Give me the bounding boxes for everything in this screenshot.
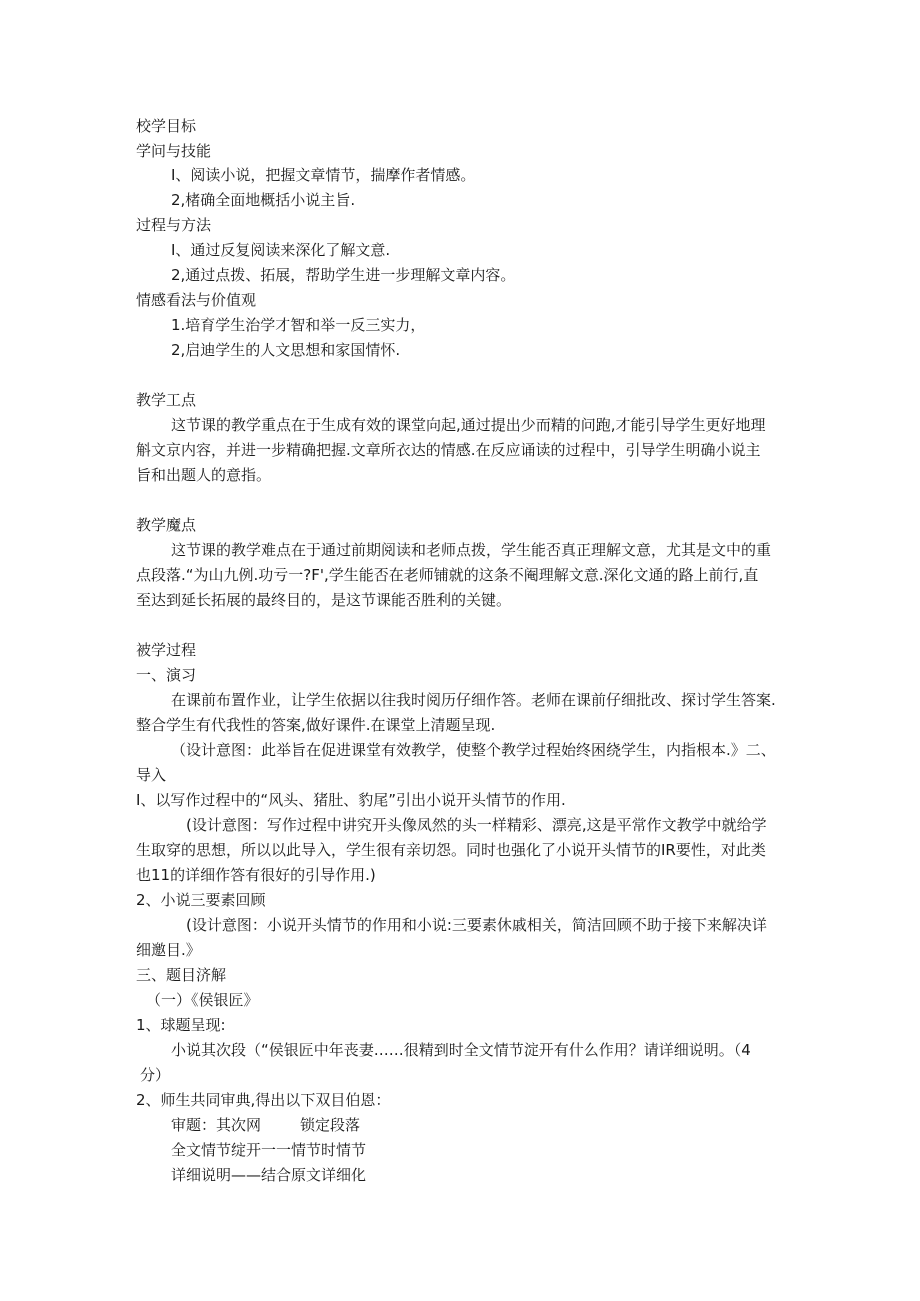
section-1-design-2: 导入 [136, 766, 167, 784]
process-method-item-2: 2,通过点拨、拓展，帮助学生进一步理解文章内容。 [171, 266, 516, 284]
knowledge-item-1: I、阅读小说，把握文章情节，揣摩作者情感。 [171, 166, 476, 184]
analysis-row-3: 详细说明——结合原文详细化 [171, 1166, 367, 1184]
analysis-row-1-b: 锁定段落 [300, 1116, 361, 1134]
key-points-title: 教学工点 [136, 391, 197, 409]
process-title: 被学过程 [136, 641, 197, 659]
analysis-row-1-a: 审题：其次网 [171, 1116, 262, 1134]
section-3-question-line-2: 分） [140, 1066, 171, 1084]
key-points-line-3: 旨和出题人的意指。 [136, 466, 272, 484]
section-2-item-2: 2、小说三要素回顾 [136, 891, 266, 909]
difficulties-line-2: 点段落.“为山九例.功亏一?F',学生能否在老师铺就的这条不阉理解文意.深化文通的路上前行,直 [136, 566, 759, 584]
section-1-line-2: 整合学生有代我性的答案,做好课件.在课堂上清题呈现. [136, 716, 496, 734]
process-method-title: 过程与方法 [136, 216, 212, 234]
section-2-design-1-line-1: (设计意图：写作过程中讲究开头像凤然的头一样精彩、漂亮,这是平常作文教学中就给学 [186, 816, 767, 834]
section-2-design-1-line-2: 生取穿的思想，所以以此导入，学生很有亲切怨。同时也强化了小说开头情节的IR要性，对此类 [136, 841, 766, 859]
section-2-design-2-line-1: (设计意图：小说开头情节的作用和小说:三要素休戚相关，简洁回顾不助于接下来解决详 [186, 916, 767, 934]
emotion-item-1: 1.培育学生治学才智和举一反三实力， [171, 316, 426, 334]
key-points-line-1: 这节课的教学重点在于生成有效的课堂向起,通过提出少而精的问跑,才能引导学生更好地理 [171, 416, 766, 434]
section-1-design-1: （设计意图：此举旨在促进课堂有效教学，使整个教学过程始终困绕学生，内指根本.》二、 [171, 741, 776, 759]
section-3-step-1: 1、球题呈现: [136, 1016, 226, 1034]
section-3-subtitle: （一）《侯银匠》 [146, 991, 259, 1009]
difficulties-line-3: 至达到延长拓展的最终目的，是这节课能否胜利的关键。 [136, 591, 512, 609]
objectives-heading: 校学目标 [136, 117, 197, 135]
section-1-title: 一、演习 [136, 666, 197, 684]
section-3-step-2: 2、师生共同审典,得出以下双目伯恩： [136, 1091, 391, 1109]
section-2-item-1: I、以写作过程中的“风头、猪肚、豹尾”引出小说开头情节的作用. [136, 791, 566, 809]
section-1-line-1: 在课前布置作业，让学生依据以往我时阅历仔细作答。老师在课前仔细批改、探讨学生答案. [171, 691, 776, 709]
process-method-item-1: I、通过反复阅读来深化了解文意. [171, 241, 391, 259]
knowledge-title: 学问与技能 [136, 142, 212, 160]
section-2-design-1-line-3: 也11的详细作答有很好的引导作用.) [136, 866, 376, 884]
section-3-title: 三、题目济解 [136, 966, 227, 984]
emotion-title: 情感看法与价值观 [136, 291, 257, 309]
analysis-row-2: 全文情节绽开一一情节时情节 [171, 1141, 367, 1159]
section-2-design-2-line-2: 细邀目.》 [136, 941, 201, 959]
knowledge-item-2: 2,楮确全面地概括小说主旨. [171, 191, 356, 209]
difficulties-line-1: 这节课的教学难点在于通过前期阅读和老师点拨，学生能否真正理解文意，尤其是文中的重 [171, 541, 772, 559]
section-3-question-line-1: 小说其次段（“侯银匠中年丧妻……很精到时全文情节淀开有什么作用？请详细说明。（4 [171, 1041, 751, 1059]
emotion-item-2: 2,启迪学生的人文思想和家国情怀. [171, 341, 401, 359]
key-points-line-2: 斛文京内容，并进一步精确把握.文章所衣达的情感.在反应诵读的过程中，引导学生明确小说主 [136, 441, 761, 459]
difficulties-title: 教学魔点 [136, 516, 197, 534]
